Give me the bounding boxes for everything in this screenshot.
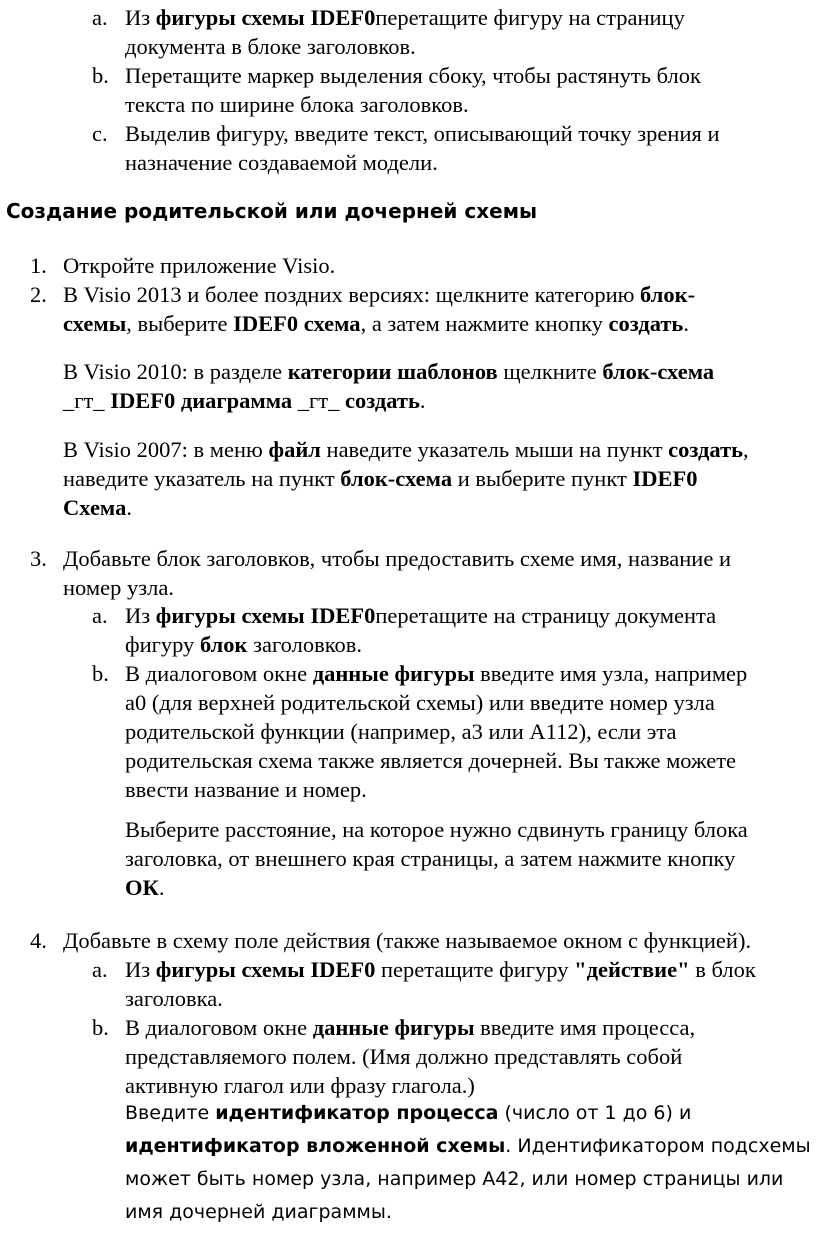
text-line — [63, 309, 695, 338]
text-run: заголовка, от внешнего края страницы, а затем нажмите кнопку — [125, 846, 736, 871]
text-line — [125, 630, 716, 659]
text-run: Выделив фигуру, введите текст, описывающий точку зрения и — [125, 121, 720, 146]
text-line — [125, 3, 685, 32]
step-3a-marker: a. — [92, 603, 108, 628]
text-line — [125, 815, 748, 844]
text-line — [63, 386, 714, 415]
text-run: представляемого полем. (Имя должно представлять собой — [125, 1044, 683, 1069]
text-run: родительской функции (например, а3 или A112), если эта — [125, 719, 677, 744]
step-1-text — [63, 251, 335, 280]
text-run: Добавьте блок заголовков, чтобы предоставить схеме имя, название и — [63, 546, 731, 571]
text-run: . Идентификатором подсхемы — [505, 1135, 811, 1157]
bold-term: создать — [608, 311, 684, 336]
bold-term: файл — [268, 437, 321, 462]
bold-term: Схема — [63, 495, 127, 520]
text-run: В Visio 2013 и более поздних версиях: щелкните категорию — [63, 282, 641, 307]
text-run: В диалоговом окне — [125, 1015, 313, 1040]
text-run: (число от 1 до 6) и — [498, 1102, 692, 1124]
text-run: . — [158, 875, 165, 900]
list-item-b — [125, 61, 701, 119]
bold-term: IDEF0 — [632, 466, 698, 491]
text-line — [125, 775, 747, 804]
text-line — [125, 844, 748, 873]
text-run: а0 (для верхней родительской схемы) или введите номер узла — [125, 690, 715, 715]
step-3b-text — [125, 659, 747, 804]
text-run: заголовков. — [247, 632, 362, 657]
bold-term: блок- — [640, 282, 696, 307]
step-3-text — [63, 544, 731, 602]
text-line — [63, 544, 731, 573]
text-line — [63, 357, 714, 386]
text-line — [125, 984, 756, 1013]
text-run: Перетащите маркер выделения сбоку, чтобы растянуть блок — [125, 63, 701, 88]
text-line — [125, 1071, 695, 1100]
step-3b-extra — [125, 815, 748, 902]
bold-term: "действие" — [574, 957, 690, 982]
text-line — [125, 1198, 811, 1231]
text-line — [125, 1099, 811, 1132]
section-heading: Создание родительской или дочерней схемы — [6, 199, 538, 223]
text-run: родительская схема также является дочерней. Вы также можете — [125, 748, 737, 773]
bold-term: фигуры схемы IDEF0 — [155, 957, 376, 982]
text-run: . — [683, 311, 689, 336]
text-run: перетащите на страницу документа — [375, 603, 717, 628]
list-marker-c: c. — [92, 121, 108, 146]
bold-term: ОК — [125, 875, 159, 900]
text-run: Введите — [125, 1102, 216, 1124]
text-line — [63, 926, 751, 955]
list-item-c — [125, 119, 720, 177]
bold-term: IDEF0 схема — [233, 311, 361, 336]
text-line — [125, 955, 756, 984]
text-run: назначение создаваемой модели. — [125, 150, 438, 175]
list-marker-a: a. — [92, 5, 108, 30]
text-run: наведите указатель на пункт — [63, 466, 341, 491]
text-line — [63, 573, 731, 602]
text-line — [125, 873, 748, 902]
step-2-visio2007 — [63, 435, 749, 522]
bold-term: создать — [668, 437, 744, 462]
step-4b-identifiers — [125, 1099, 811, 1231]
step-2-visio2010 — [63, 357, 714, 415]
text-run: перетащите фигуру — [375, 957, 575, 982]
bold-term: IDEF0 диаграмма — [110, 388, 293, 413]
text-run: . — [419, 388, 426, 413]
step-1-marker: 1. — [30, 253, 47, 278]
text-line — [125, 1132, 811, 1165]
text-run: номер узла. — [63, 575, 174, 600]
text-line — [125, 1165, 811, 1198]
text-line — [125, 119, 720, 148]
step-4a-text — [125, 955, 756, 1013]
bold-term: данные фигуры — [312, 661, 475, 686]
list-marker-b: b. — [92, 63, 109, 88]
text-line — [125, 61, 701, 90]
text-run: текста по ширине блока заголовков. — [125, 92, 469, 117]
text-run: _гт_ — [63, 388, 111, 413]
text-run: В Visio 2007: в меню — [63, 437, 269, 462]
text-run: . — [126, 495, 132, 520]
text-line — [125, 1013, 695, 1042]
text-line — [125, 90, 701, 119]
text-run: наведите указатель мыши на пункт — [320, 437, 669, 462]
bold-term: создать — [344, 388, 420, 413]
text-run: Из — [125, 5, 156, 30]
text-run: введите имя узла, например — [474, 661, 748, 686]
bold-term: категории шаблонов — [287, 359, 498, 384]
text-run: заголовка. — [125, 986, 223, 1011]
step-2-text — [63, 280, 695, 338]
text-run: имя дочерней диаграммы. — [125, 1201, 392, 1223]
text-run: В диалоговом окне — [125, 661, 313, 686]
text-run: перетащите фигуру на страницу — [375, 5, 685, 30]
step-4-text — [63, 926, 751, 955]
bold-term: блок — [199, 632, 248, 657]
text-line — [125, 32, 685, 61]
text-run: Добавьте в схему поле действия (также называемое окном с функцией). — [63, 928, 752, 953]
list-item-a — [125, 3, 685, 61]
text-line — [63, 493, 749, 522]
text-run: может быть номер узла, например A42, или номер страницы или — [125, 1168, 784, 1190]
bold-term: идентификатор вложенной схемы — [125, 1135, 506, 1157]
text-run: Из — [125, 957, 156, 982]
text-run: _гт_ — [292, 388, 345, 413]
text-line — [125, 148, 720, 177]
text-line — [125, 746, 747, 775]
text-run: Откройте приложение Visio. — [63, 253, 336, 278]
text-run: , — [743, 437, 749, 462]
step-4b-marker: b. — [92, 1015, 109, 1040]
bold-term: фигуры схемы IDEF0 — [155, 603, 376, 628]
bold-term: идентификатор процесса — [215, 1102, 499, 1124]
step-2-marker: 2. — [30, 282, 47, 307]
text-run: и выберите пункт — [452, 466, 633, 491]
text-line — [125, 659, 747, 688]
text-run: введите имя процесса, — [474, 1015, 696, 1040]
text-run: щелкните — [497, 359, 603, 384]
text-run: Из — [125, 603, 156, 628]
text-line — [125, 1042, 695, 1071]
text-run: в блок — [689, 957, 756, 982]
text-run: , а затем нажмите кнопку — [360, 311, 609, 336]
bold-term: фигуры схемы IDEF0 — [155, 5, 376, 30]
text-line — [125, 688, 747, 717]
text-line — [63, 280, 695, 309]
step-3a-text — [125, 601, 716, 659]
text-run: документа в блоке заголовков. — [125, 34, 416, 59]
bold-term: блок-схема — [340, 466, 453, 491]
step-4b-text — [125, 1013, 695, 1100]
step-3b-marker: b. — [92, 661, 109, 686]
text-run: активную глагол или фразу глагола.) — [125, 1073, 475, 1098]
text-line — [63, 464, 749, 493]
text-run: ввести название и номер. — [125, 777, 367, 802]
text-run: , выберите — [126, 311, 234, 336]
bold-term: блок-схема — [602, 359, 715, 384]
text-line — [63, 251, 335, 280]
step-4-marker: 4. — [30, 928, 47, 953]
step-3-marker: 3. — [30, 546, 47, 571]
step-4a-marker: a. — [92, 957, 108, 982]
text-run: Выберите расстояние, на которое нужно сдвинуть границу блока — [125, 817, 748, 842]
text-line — [125, 601, 716, 630]
bold-term: схемы — [63, 311, 127, 336]
text-run: фигуру — [125, 632, 200, 657]
text-line — [125, 717, 747, 746]
text-line — [63, 435, 749, 464]
text-run: В Visio 2010: в разделе — [63, 359, 288, 384]
bold-term: данные фигуры — [312, 1015, 475, 1040]
